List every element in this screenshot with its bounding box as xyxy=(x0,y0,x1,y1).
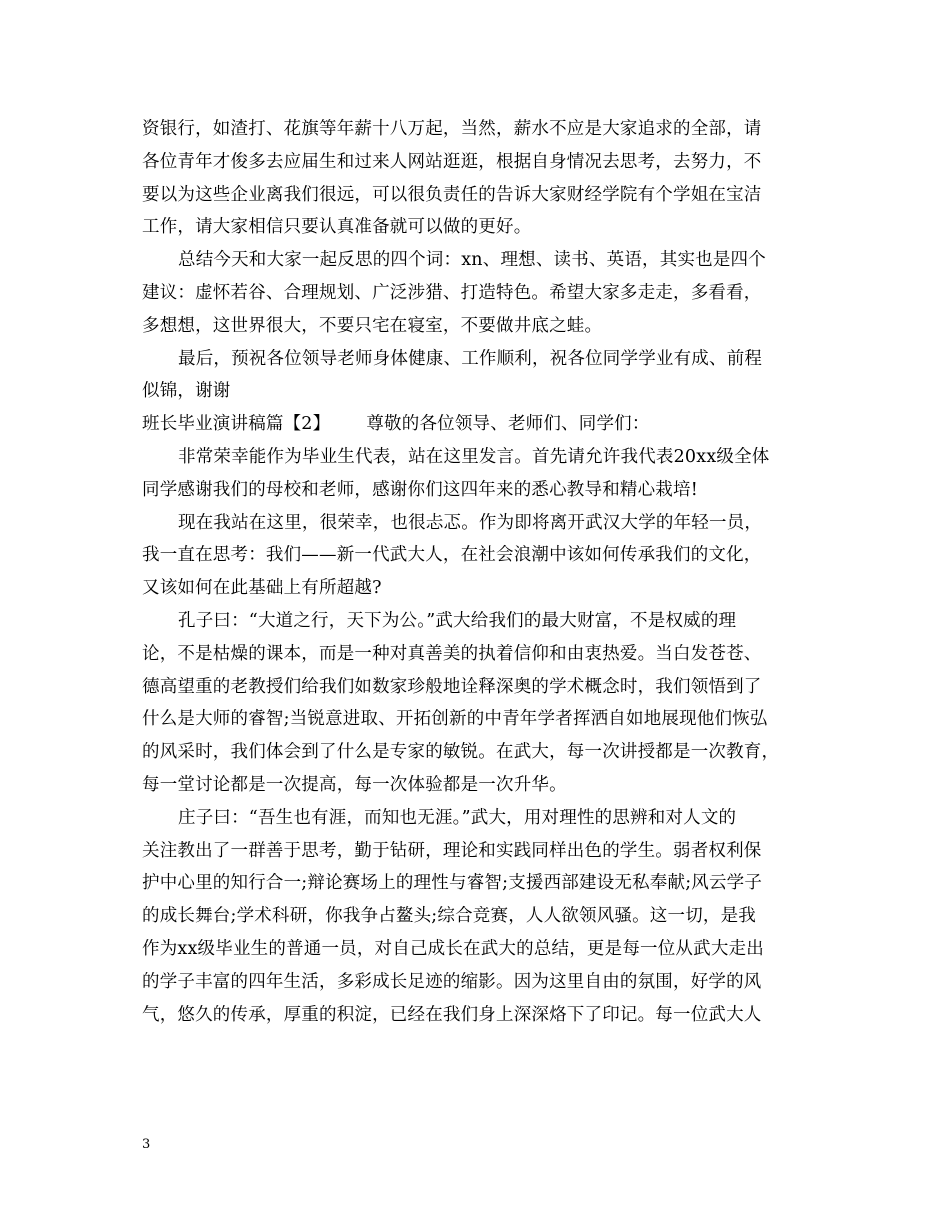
text-line: 工作，请大家相信只要认真准备就可以做的更好。 xyxy=(142,217,532,238)
page-number: 3 xyxy=(142,1137,151,1152)
text-line: 多想想，这世界很大，不要只宅在寝室，不要做井底之蛙。 xyxy=(142,315,603,336)
salutation: 尊敬的各位领导、老师们、同学们： xyxy=(366,414,650,435)
text-line: 建议：虚怀若谷、合理规划、广泛涉猎、打造特色。希望大家多走走，多看看， xyxy=(142,282,762,303)
text-line: 最后，预祝各位领导老师身体健康、工作顺利，祝各位同学学业有成、前程 xyxy=(178,348,763,369)
text-line: 关注教出了一群善于思考，勤于钻研，理论和实践同样出色的学生。弱者权利保 xyxy=(142,840,762,861)
text-line: 气，悠久的传承，厚重的积淀，已经在我们身上深深烙下了印记。每一位武大人 xyxy=(142,1004,762,1025)
paragraphs-after-heading xyxy=(142,441,832,1031)
text-line: 同学感谢我们的母校和老师，感谢你们这四年来的悉心教导和精心栽培! xyxy=(142,479,698,500)
text-line: 的成长舞台;学术科研，你我争占鳌头;综合竞赛，人人欲领风骚。这一切，是我 xyxy=(142,906,756,927)
text-line: 我一直在思考：我们——新一代武大人，在社会浪潮中该如何传承我们的文化， xyxy=(142,545,762,566)
section-heading: 班长毕业演讲稿篇【2】 xyxy=(142,414,331,435)
text-line: 资银行，如渣打、花旗等年薪十八万起，当然，薪水不应是大家追求的全部，请 xyxy=(142,119,762,139)
text-line: 非常荣幸能作为毕业生代表，站在这里发言。首先请允许我代表20xx级全体 xyxy=(178,446,770,467)
text-line: 每一堂讨论都是一次提高，每一次体验都是一次升华。 xyxy=(142,774,567,795)
text-line: 的风采时，我们体会到了什么是专家的敏锐。在武大，每一次讲授都是一次教育， xyxy=(142,742,780,763)
text-line: 的学子丰富的四年生活，多彩成长足迹的缩影。因为这里自由的氛围，好学的风 xyxy=(142,971,762,992)
text-line: 各位青年才俊多去应届生和过来人网站逛逛，根据自身情况去思考，去努力，不 xyxy=(142,151,762,172)
text-line: 要以为这些企业离我们很远，可以很负责任的告诉大家财经学院有个学姐在宝洁 xyxy=(142,184,762,205)
text-line: 庄子曰：“吾生也有涯，而知也无涯。”武大，用对理性的思辨和对人文的 xyxy=(178,807,737,828)
text-line: 似锦，谢谢 xyxy=(142,381,231,402)
text-line: 作为xx级毕业生的普通一员，对自己成长在武大的总结，更是每一位从武大走出 xyxy=(142,938,764,959)
text-line: 护中心里的知行合一;辩论赛场上的理性与睿智;支援西部建设无私奉献;风云学子 xyxy=(142,873,763,894)
text-line: 总结今天和大家一起反思的四个词：xn、理想、读书、英语，其实也是四个 xyxy=(178,250,766,271)
text-line: 孔子曰：“大道之行，天下为公。”武大给我们的最大财富，不是权威的理 xyxy=(178,610,737,631)
text-line: 现在我站在这里，很荣幸，也很忐忑。作为即将离开武汉大学的年轻一员， xyxy=(178,512,763,533)
body-text xyxy=(142,113,832,1031)
text-line: 论，不是枯燥的课本，而是一种对真善美的执着信仰和由衷热爱。当白发苍苍、 xyxy=(142,643,762,664)
text-line: 什么是大师的睿智;当锐意进取、开拓创新的中青年学者挥洒自如地展现他们恢弘 xyxy=(142,709,768,730)
text-line: 德高望重的老教授们给我们如数家珍般地诠释深奥的学术概念时，我们领悟到了 xyxy=(142,676,762,697)
text-line: 又该如何在此基础上有所超越? xyxy=(142,578,382,599)
section-heading-line xyxy=(142,408,832,441)
paragraphs-before-heading xyxy=(142,113,832,408)
